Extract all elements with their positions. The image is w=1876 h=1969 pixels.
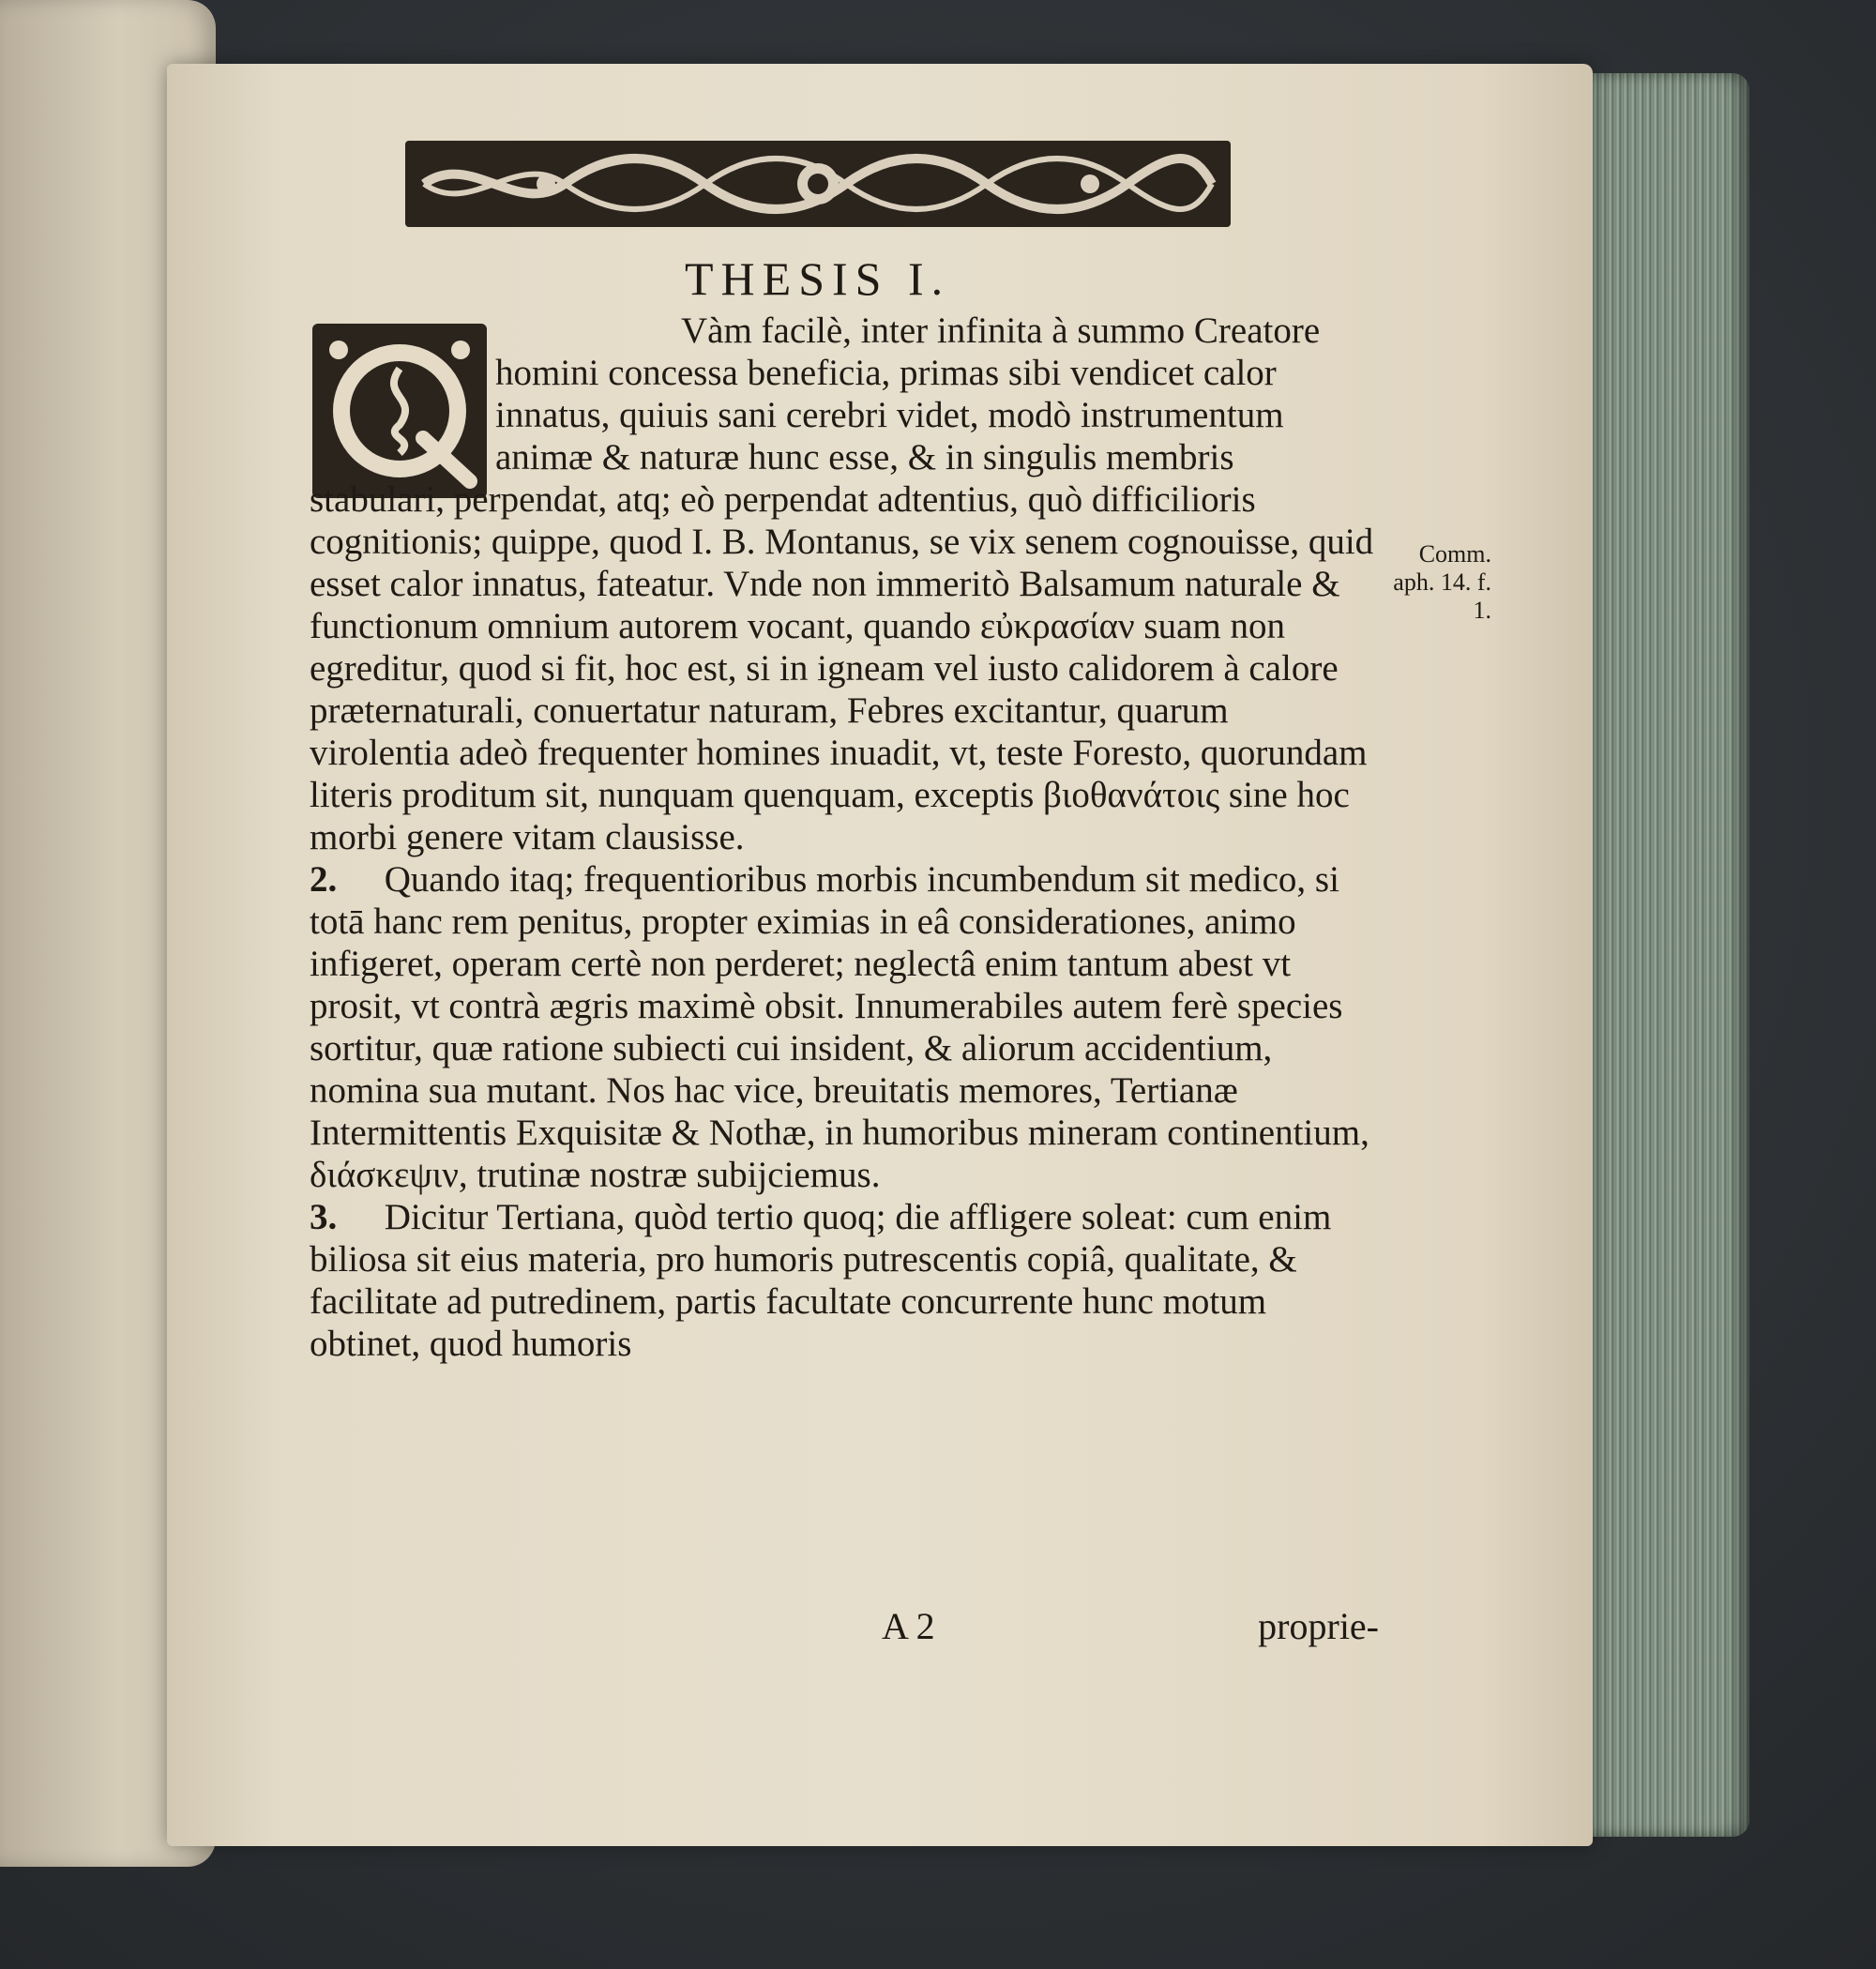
margin-note: Comm. aph. 14. f. 1.: [1393, 540, 1491, 624]
drop-cap-space: [310, 310, 495, 478]
paragraph-1-text: Vàm facilè, inter infinita à summo Creatore homini concessa beneficia, primas sibi vendicet calor innatus, quiuis sani cerebri videt, modò instrumentum animæ & naturæ hunc esse, & in singulis membris stabulari, perpendat, atq; eò perpendat adtentius, quò difficilioris cognitionis; quippe, quod I. B. Montanus, se vix senem cognouisse, quid esset calor innatus, fateatur. Vnde non immeritò Balsamum naturale & functionum omnium autorem vocant, quando εὐκρασίαν suam non egreditur, quod si fit, hoc est, si in igneam vel iusto calidorem à calore præternaturali, conuertatur naturam, Febres excitantur, quarum virolentia adeò frequenter homines inuadit, vt, teste Foresto, quorundam literis proditum sit, nunquam quenquam, exceptis βιοθανάτοις sine hoc morbi genere vitam clausisse.: [310, 310, 1374, 857]
paragraph-number: 3.: [310, 1197, 338, 1237]
paragraph-3: [310, 1196, 1374, 1365]
paragraph-3-text: Dicitur Tertiana, quòd tertio quoq; die affligere soleat: cum enim biliosa sit eius materia, pro humoris putrescentis copiâ, qualitate, & facilitate ad putredinem, partis facultate concurrente hunc motum obtinet, quod humoris: [310, 1197, 1332, 1364]
catchword: proprie-: [1258, 1605, 1379, 1647]
main-text: [310, 310, 1374, 1365]
book-page-edges: [1585, 73, 1749, 1837]
paragraph-2-text: Quando itaq; frequentioribus morbis incumbendum sit medico, si totā hanc rem penitus, propter eximias in eâ considerationes, animo infigeret, operam certè non perderet; neglectâ enim tantum abest vt prosit, vt contrà ægris maximè obsit. Innumerabiles autem ferè species sortitur, quæ ratione subiecti cui insident, & aliorum accidentium, nomina sua mutant. Nos hac vice, breuitatis memores, Tertianæ Intermittentis Exquisitæ & Nothæ, in humoribus mineram continentium, διάσκεψιν, trutinæ nostræ subijciemus.: [310, 859, 1369, 1195]
signature-mark: A 2: [882, 1605, 935, 1647]
paragraph-2: [310, 858, 1374, 1196]
ornamental-headpiece: [405, 141, 1231, 227]
page-title: THESIS I.: [685, 252, 951, 305]
paragraph-number: 2.: [310, 859, 338, 900]
